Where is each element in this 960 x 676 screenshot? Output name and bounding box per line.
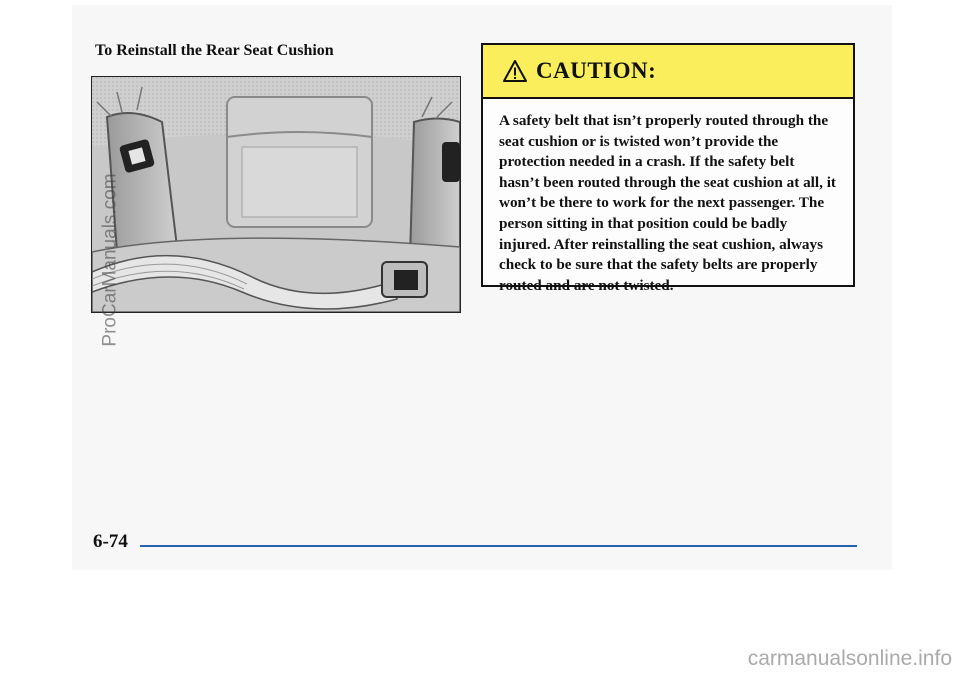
- caution-header: [483, 45, 853, 99]
- caution-title: CAUTION:: [536, 58, 657, 83]
- rear-seat-figure: [91, 76, 461, 313]
- warning-triangle-icon: [502, 59, 528, 83]
- watermark-vertical-text: ProCarManuals.com: [100, 173, 122, 347]
- section-title: To Reinstall the Rear Seat Cushion: [95, 42, 334, 59]
- caution-box: [481, 43, 855, 294]
- rear-seat-cushion-illustration: [92, 77, 460, 312]
- watermark-bottom: carmanualsonline.info: [747, 647, 952, 670]
- footer-rule: [140, 545, 857, 547]
- watermark-vertical: [97, 150, 125, 370]
- page-number: 6-74: [93, 531, 128, 552]
- caution-text: A safety belt that isn’t properly routed through the seat cushion or is twisted won’t provide the protection needed in a crash. If the safety belt hasn’t been routed through the seat cushion at all, it won’t be there to work for the next passenger. The person sitting in that position could be badly injured. After reinstalling the seat cushion, always check to be sure that the safety belts are properly routed and are not twisted.: [499, 112, 836, 294]
